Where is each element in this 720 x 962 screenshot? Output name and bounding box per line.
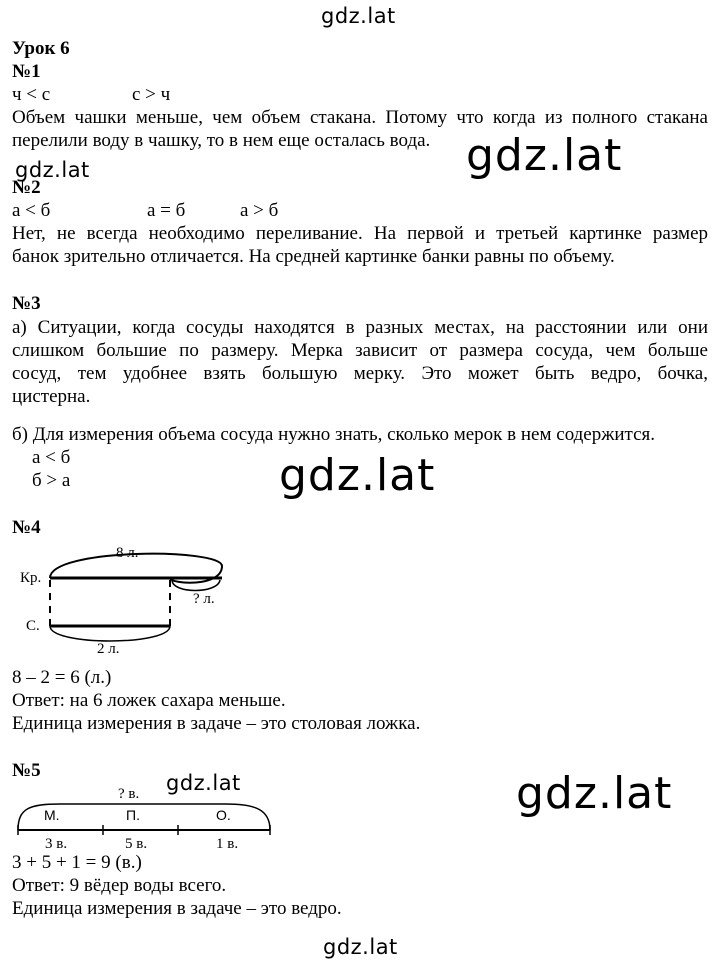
ex5-seg1-label: М. [44,807,60,823]
ex3-text-a-line-3: сосуд, тем удобнее взять большую мерку. Это может быть ведро, бочка, [12,363,708,384]
watermark-top: gdz.lat [321,4,396,28]
ex3-text-a-line-2: слишком большие по размеру. Мерка зависит от размера сосуда, чем больше [12,340,708,361]
ex2-text-line-1: Нет, не всегда необходимо переливание. На первой и третьей картинке размер [12,223,708,244]
ex5-val2-label: 5 в. [125,836,148,852]
ex2-comparison-1: а < б [12,200,51,221]
watermark-large-3: gdz.lat [516,768,673,819]
ex5-answer: Ответ: 9 вёдер воды всего. [12,875,227,896]
exercise-4-heading: №4 [12,517,41,538]
watermark-large-2: gdz.lat [279,450,436,501]
ex1-comparison-1: ч < с [12,84,51,105]
ex5-total-label: ? в. [118,786,140,802]
ex2-comparison-3: а > б [240,200,279,221]
ex4-bottom-label: 2 л. [97,641,120,657]
ex1-text-line-2: перелили воду в чашку, то в нем еще осталась вода. [12,130,431,151]
watermark-small-1: gdz.lat [15,158,90,182]
ex4-answer: Ответ: на 6 ложек сахара меньше. [12,690,286,711]
ex4-top-label: 8 л. [116,545,139,561]
exercise-2-heading: №2 [12,177,41,198]
ex2-comparison-2: а = б [147,200,186,221]
ex5-seg2-label: П. [126,807,140,823]
ex2-text-line-2: банок зрительно отличается. На средней картинке банки равны по объему. [12,246,615,267]
exercise-5-heading: №5 [12,760,41,781]
ex1-comparison-2: с > ч [132,84,171,105]
ex4-row2-label: С. [26,618,40,634]
lesson-title: Урок 6 [12,38,70,59]
ex3-comparison-2: б > а [32,470,71,491]
ex4-unit: Единица измерения в задаче – это столовая ложка. [12,713,421,734]
ex3-text-a-line-4: цистерна. [12,386,91,407]
ex3-text-a-line-1: а) Ситуации, когда сосуды находятся в разных местах, на расстоянии или они [12,317,708,338]
ex4-row1-label: Кр. [20,570,42,586]
exercise-1-heading: №1 [12,61,41,82]
ex5-seg3-label: О. [216,807,231,823]
watermark-small-2: gdz.lat [166,771,241,795]
ex4-diff-label: ? л. [193,591,215,607]
watermark-large-1: gdz.lat [466,130,623,181]
ex4-calculation: 8 – 2 = 6 (л.) [12,667,112,688]
ex3-text-b-line-1: б) Для измерения объема сосуда нужно знать, сколько мерок в нем содержится. [12,424,655,445]
ex5-unit: Единица измерения в задаче – это ведро. [12,898,342,919]
ex5-calculation: 3 + 5 + 1 = 9 (в.) [12,852,142,873]
ex3-comparison-1: а < б [32,447,71,468]
exercise-3-heading: №3 [12,293,41,314]
ex5-val1-label: 3 в. [45,836,68,852]
ex1-text-line-1: Объем чашки меньше, чем объем стакана. Потому что когда из полного стакана [12,107,708,128]
watermark-bottom: gdz.lat [323,935,398,959]
ex5-val3-label: 1 в. [216,836,239,852]
